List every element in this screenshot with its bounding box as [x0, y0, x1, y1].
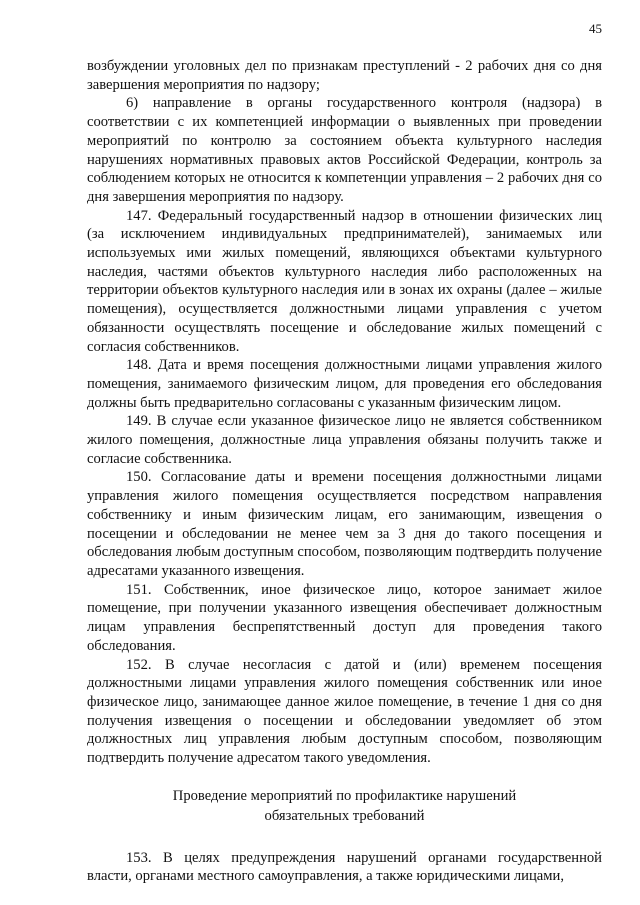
- section-heading-line-1: Проведение мероприятий по профилактике нарушений: [172, 787, 517, 804]
- paragraph-153: 153. В целях предупреждения нарушений органами государственной власти, органами местного самоуправления, а также юридическими лицами,: [87, 849, 602, 885]
- paragraph-item-6: 6) направление в органы государственного контроля (надзора) в соответствии с их компетенцией информации о выявленных при проведении мероприятий по контролю за состоянием объекта культурного наследия нарушениях нормативных правовых актов Российской Федерации, контроль за соблюдением которых не относится к компетенции управления – 2 рабочих дня со дня завершения мероприятия по надзору.: [87, 95, 602, 205]
- section-heading: [87, 786, 602, 826]
- paragraph-continuation: возбуждении уголовных дел по признакам преступлений - 2 рабочих дня со дня завершения мероприятия по надзору;: [87, 58, 602, 93]
- paragraph-152: 152. В случае несогласия с датой и (или) временем посещения должностными лицами управления жилого помещения собственник или иное физическое лицо, занимающее данное жилое помещение, в течение 1 дня со дня получения извещения о посещении и обследовании уведомляет об этом должностных лиц управления любым доступным способом, позволяющим подтвердить получение адресатом такого уведомления.: [87, 656, 602, 767]
- page-number: 45: [589, 21, 602, 36]
- document-body: [87, 57, 602, 886]
- section-heading-line-2: обязательных требований: [264, 807, 425, 824]
- paragraph-150: 150. Согласование даты и времени посещения должностными лицами управления жилого помещения осуществляется посредством направления собственнику и иным физическим лицам, его занимающим, извещения о посещении и обследовании не менее чем за 3 дня до такого посещения и обследования любым доступным способом, позволяющим подтвердить получение адресатами указанного извещения.: [87, 469, 602, 579]
- paragraph-148: 148. Дата и время посещения должностными лицами управления жилого помещения, занимаемого физическим лицом, для проведения его обследования должны быть предварительно согласованы с указанным физическим лицом.: [87, 357, 602, 411]
- paragraph-147: 147. Федеральный государственный надзор в отношении физических лиц (за исключением индивидуальных предпринимателей), занимаемых или используемых ими жилых помещений, являющихся объектами культурного наследия, частями объектов культурного наследия либо расположенных на территории объектов культурного наследия или в зонах их охраны (далее – жилые помещения), осуществляется должностными лицами управления с учетом обязанности осуществлять посещение и обследование жилых помещений с согласия собственников.: [87, 207, 602, 355]
- paragraph-151: 151. Собственник, иное физическое лицо, которое занимает жилое помещение, при получении указанного извещения обеспечивает должностным лицам управления беспрепятственный доступ для проведения такого обследования.: [87, 581, 602, 654]
- paragraph-149: 149. В случае если указанное физическое лицо не является собственником жилого помещения, должностные лица управления обязаны получить также и согласие собственника.: [87, 413, 602, 467]
